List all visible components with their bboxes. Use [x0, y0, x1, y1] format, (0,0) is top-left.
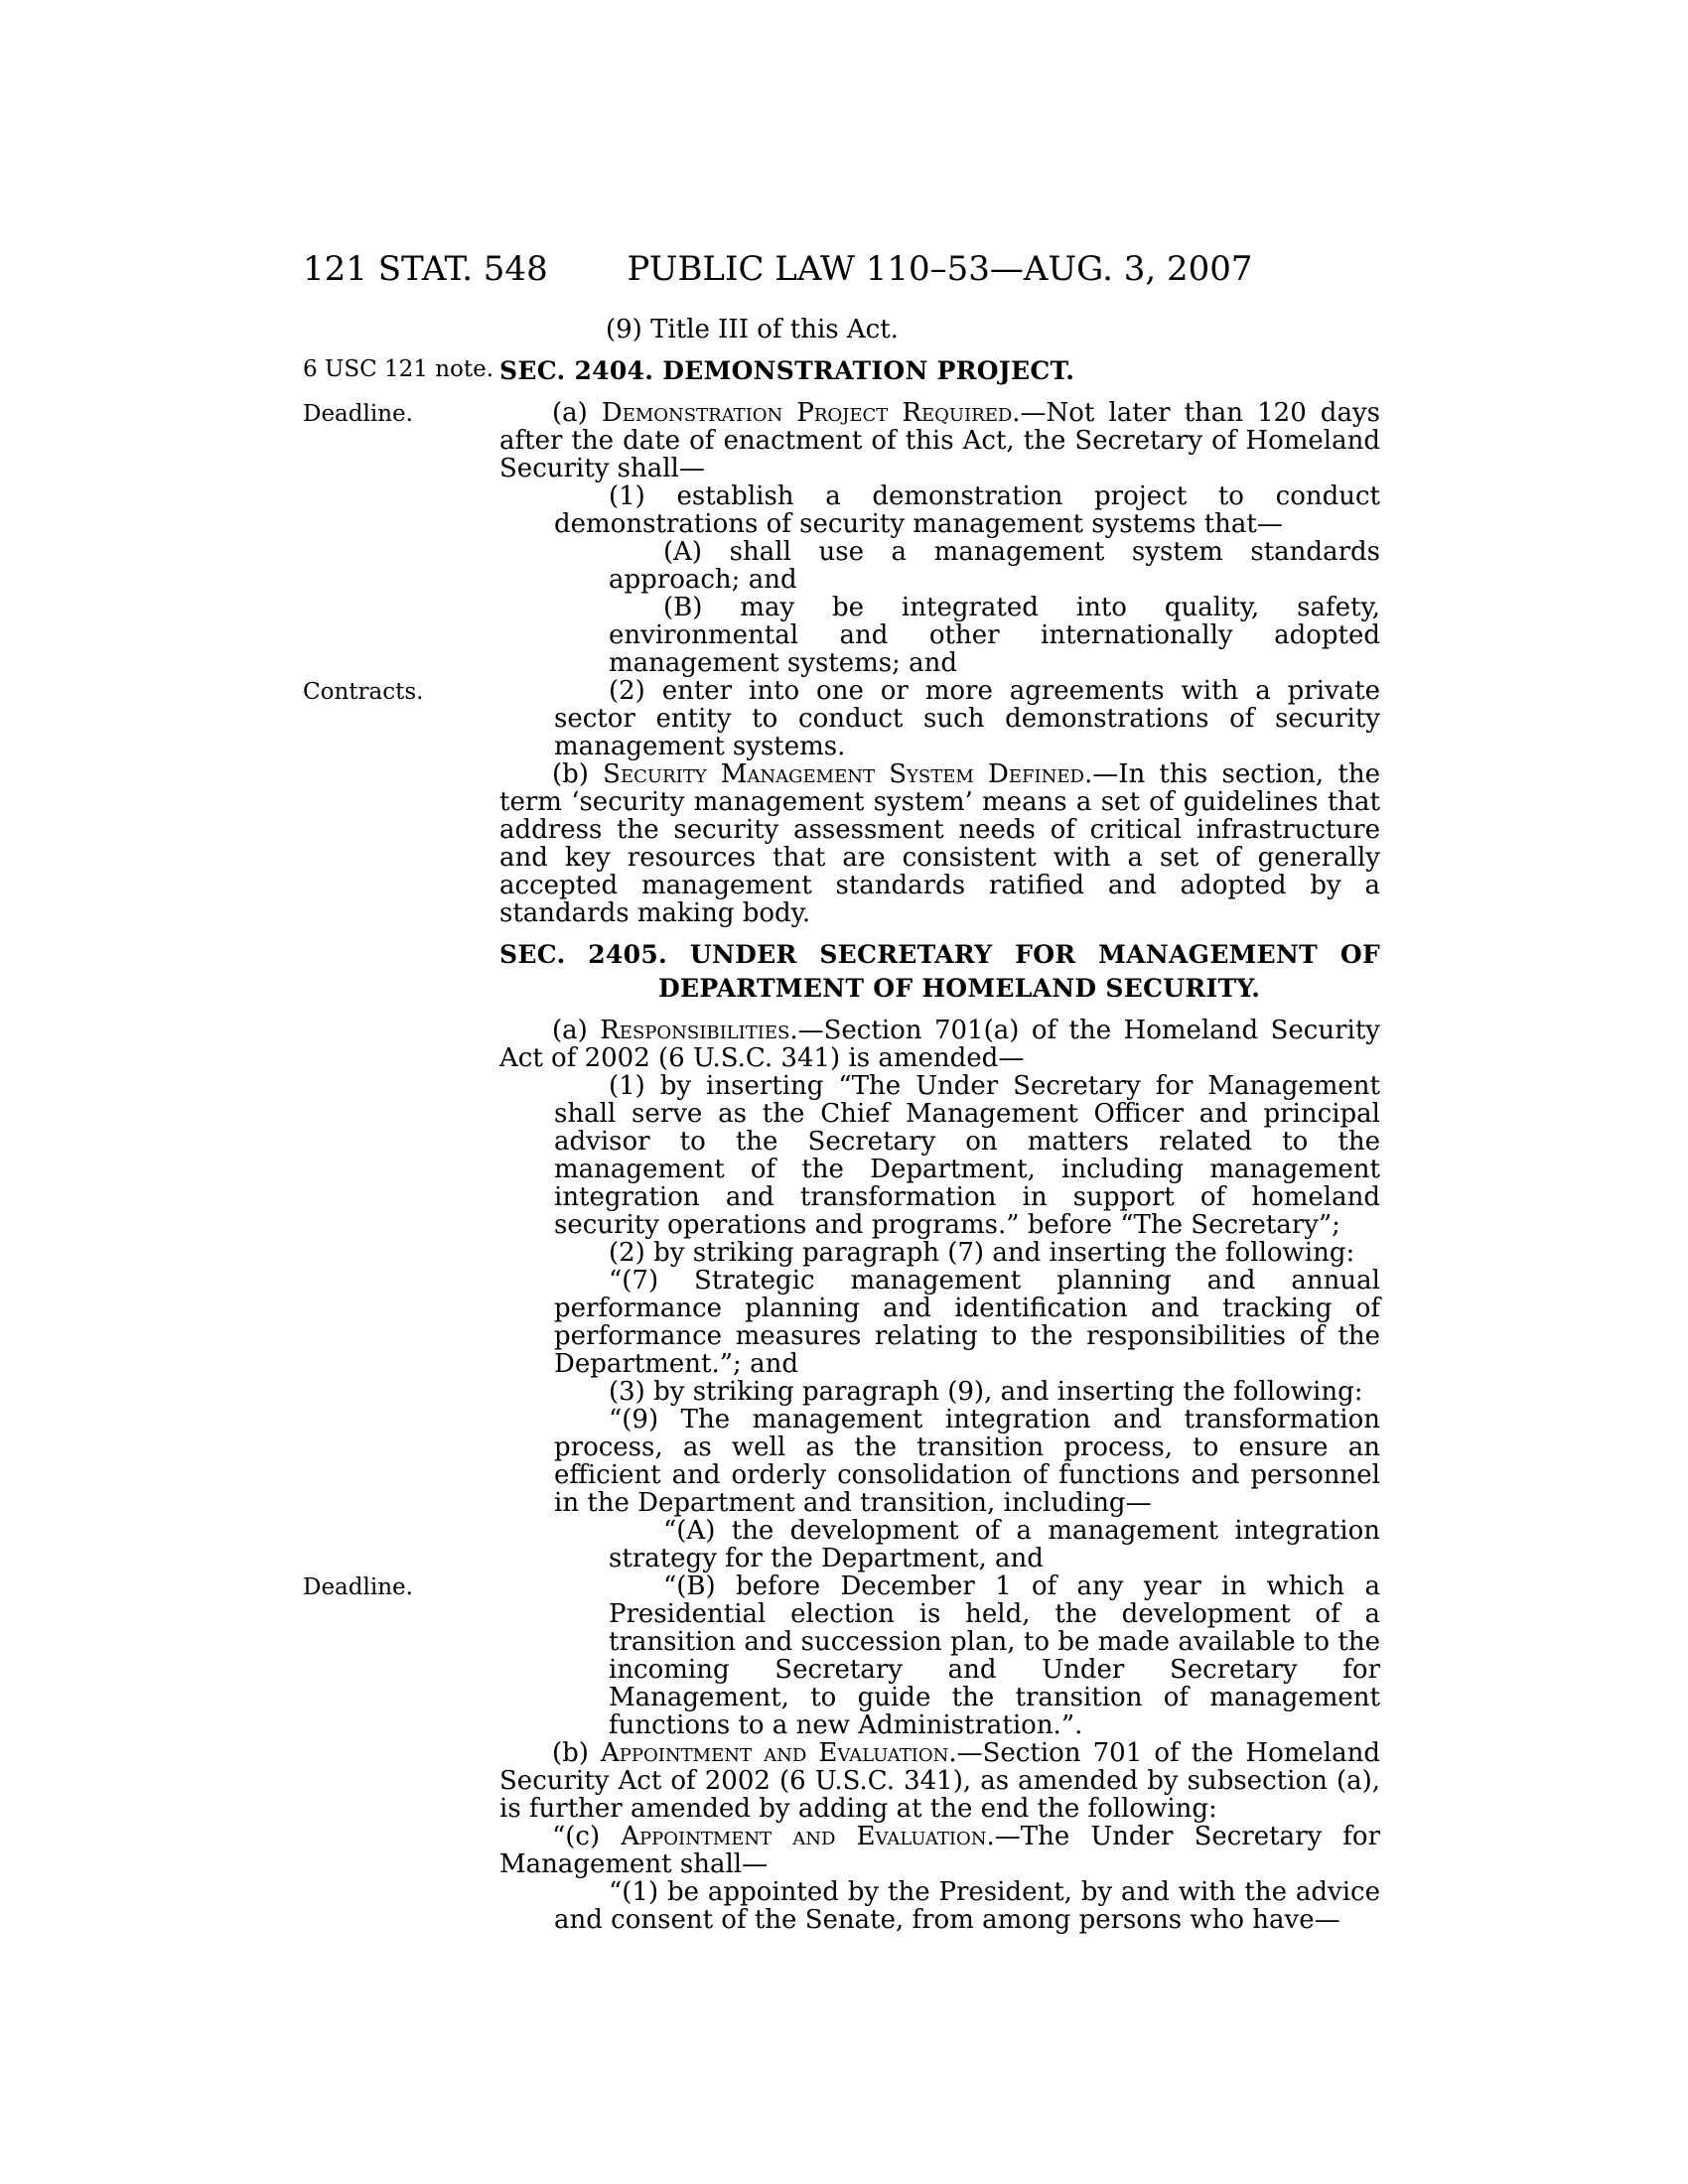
text-run: “(A) the development of a management integration strategy for the Department, and — [609, 1516, 1380, 1573]
text-run: (b) — [552, 759, 604, 789]
text-run: “(1) be appointed by the President, by and with the advice and consent of the Senate, from among persons who have— — [554, 1877, 1380, 1935]
statute-paragraph — [499, 1378, 1380, 1406]
statute-paragraph — [499, 1239, 1380, 1267]
section-heading — [303, 354, 1380, 388]
statute-paragraph — [303, 398, 1380, 483]
statute-paragraph — [499, 1517, 1380, 1572]
text-run: .—In this section, the term ‘security management system’ means a set of guidelines that address the security assessment needs of critical infrastructure and key resources that are consistent with a set of generally accepted management standards ratified and adopted by a standards making body. — [499, 759, 1380, 928]
text-run: (a) — [552, 1016, 601, 1045]
margin-note: 6 USC 121 note. — [303, 356, 494, 382]
small-caps-run: Security Management System Defined — [603, 759, 1084, 789]
text-run: (a) — [552, 398, 602, 428]
small-caps-run: Appointment and Evaluation — [601, 1738, 949, 1768]
statute-paragraph — [499, 1406, 1380, 1517]
text-run: .—Section 701(a) of the Homeland Security Act of 2002 (6 U.S.C. 341) is amended— — [499, 1016, 1380, 1073]
text-run: SEC. 2405. UNDER SECRETARY FOR MANAGEMENT OF DEPARTMENT OF HOMELAND SECURITY. — [499, 940, 1380, 1003]
text-run: (A) shall use a management system standards approach; and — [609, 537, 1380, 595]
text-run: “(9) The management integration and transformation process, as well as the transition process, to ensure an efficient and orderly consolidation of functions and personnel in the Department and transition, including— — [554, 1405, 1380, 1518]
text-run: .—The Under Secretary for Management shall— — [499, 1822, 1381, 1879]
statute-paragraph — [499, 538, 1380, 594]
statute-paragraph — [303, 1571, 1380, 1740]
margin-note: Deadline. — [303, 1574, 413, 1600]
statute-body-column — [303, 315, 1381, 1935]
statute-paragraph — [499, 1017, 1380, 1072]
margin-note: Contracts. — [303, 679, 424, 705]
margin-note: Deadline. — [303, 401, 413, 427]
text-run: .—Not later than 120 days after the date of enactment of this Act, the Secretary of Homeland Security shall— — [499, 398, 1380, 483]
text-run: (1) establish a demonstration project to conduct demonstrations of security management systems that— — [554, 481, 1380, 539]
text-run: (b) — [552, 1738, 602, 1768]
text-run: (9) Title III of this Act. — [606, 315, 899, 344]
text-run: “(c) — [552, 1822, 622, 1851]
text-run: “(7) Strategic management planning and annual performance planning and identification and tracking of performance measures relating to the responsibilities of the Department.”; and — [554, 1266, 1380, 1379]
statute-paragraph — [499, 594, 1380, 677]
statute-paragraph — [499, 760, 1380, 927]
statute-paragraph — [303, 676, 1380, 761]
running-head — [0, 250, 1688, 290]
small-caps-run: Demonstration Project Required — [601, 398, 1013, 428]
text-run: .—Section 701 of the Homeland Security Act of 2002 (6 U.S.C. 341), as amended by subsection (a), is further amended by adding at the end the following: — [499, 1738, 1380, 1824]
text-run: (B) may be integrated into quality, safety, environmental and other internationally adopted management systems; and — [609, 593, 1380, 678]
statute-paragraph — [499, 1823, 1380, 1878]
statute-paragraph — [499, 316, 1380, 343]
statute-paragraph — [499, 1267, 1380, 1378]
statute-paragraph — [499, 1878, 1380, 1934]
public-law-heading: PUBLIC LAW 110–53—AUG. 3, 2007 — [627, 249, 1253, 289]
text-run: SEC. 2404. DEMONSTRATION PROJECT. — [499, 356, 1075, 385]
stat-page-number: 121 STAT. 548 — [303, 249, 548, 289]
text-run: (3) by striking paragraph (9), and inserting the following: — [609, 1377, 1363, 1407]
text-run: (2) enter into one or more agreements with a private sector entity to conduct such demonstrations of security management systems. — [554, 676, 1380, 761]
text-run: (2) by striking paragraph (7) and inserting the following: — [609, 1238, 1355, 1268]
statute-paragraph — [499, 1739, 1380, 1823]
section-heading — [499, 938, 1380, 1006]
text-run: (1) by inserting “The Under Secretary for Management shall serve as the Chief Management Officer and principal advisor to the Secretary on matters related to the management of the Department, including management integration and transformation in support of homeland security operations and programs.” before “The Secretary”; — [554, 1071, 1380, 1240]
text-run: “(B) before December 1 of any year in which a Presidential election is held, the development of a transition and succession plan, to be made available to the incoming Secretary and Under Secretary for Management, to guide the transition of management functions to a new Administration.”. — [609, 1571, 1380, 1740]
small-caps-run: Responsibilities — [600, 1016, 790, 1045]
statute-paragraph — [499, 482, 1380, 538]
statute-paragraph — [499, 1072, 1380, 1239]
small-caps-run: Appointment and Evaluation — [621, 1822, 987, 1851]
